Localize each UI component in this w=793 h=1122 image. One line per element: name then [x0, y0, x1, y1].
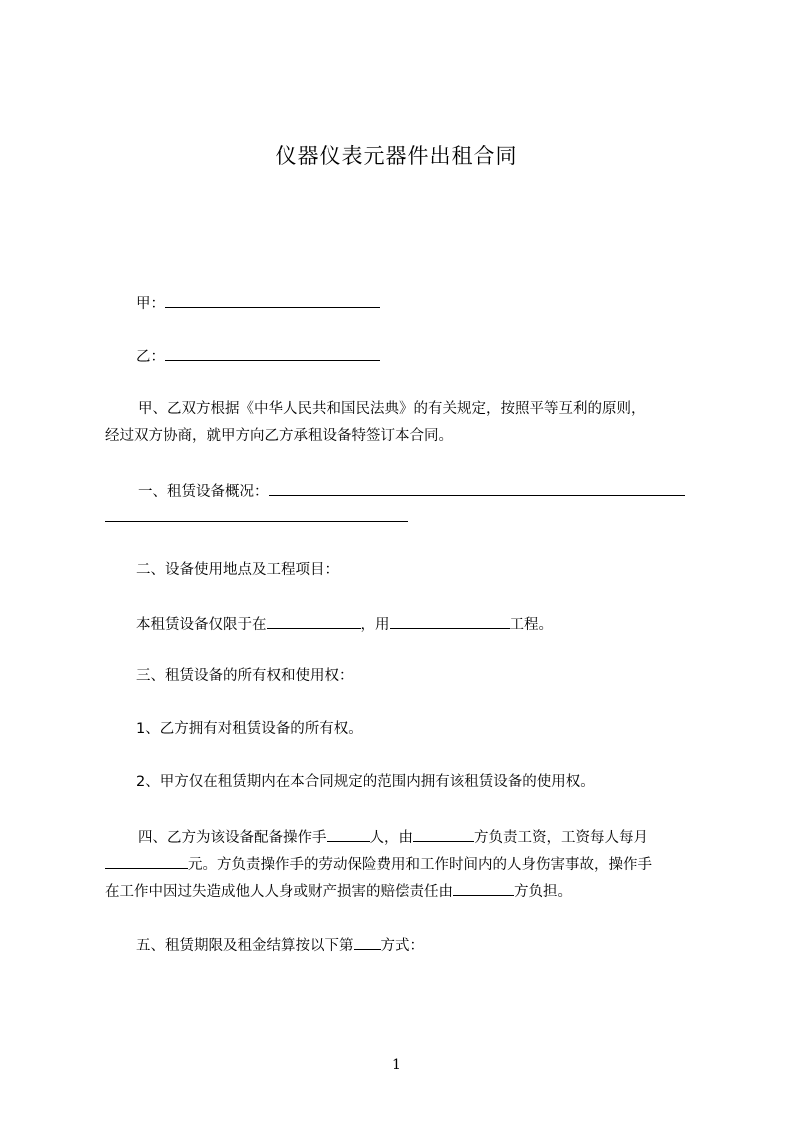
party-b-blank[interactable] — [165, 345, 380, 361]
section-4-text-b: 人，由 — [369, 830, 413, 846]
method-number-blank[interactable] — [354, 934, 381, 950]
section-5-line — [136, 934, 424, 956]
operator-count-blank[interactable] — [327, 826, 370, 842]
usage-location-blank[interactable] — [267, 613, 361, 629]
section-1-continuation — [105, 506, 408, 528]
section-4-text-e: 在工作中因过失造成他人人身或财产损害的赔偿责任由 — [105, 884, 453, 900]
contract-title: 仪器仪表元器件出租合同 — [275, 144, 518, 168]
party-b-line — [136, 345, 380, 367]
usage-text-a: 本租赁设备仅限于在 — [136, 617, 267, 633]
usage-text-c: 工程。 — [509, 617, 553, 633]
section-4-text-d: 元。方负责操作手的劳动保险费用和工作时间内的人身伤害事故，操作手 — [188, 857, 652, 873]
section-4-text-a: 四、乙方为该设备配备操作手 — [138, 830, 327, 846]
equipment-overview-blank-2[interactable] — [105, 506, 408, 522]
section-1-line — [138, 480, 685, 502]
section-4-text-f: 方负担。 — [514, 884, 572, 900]
section-5-text-b: 方式： — [380, 938, 424, 954]
wage-payer-blank[interactable] — [413, 826, 474, 842]
party-a-label: 甲： — [136, 296, 165, 312]
section-2-usage-line — [136, 613, 553, 635]
usage-text-b: ，用 — [360, 617, 390, 633]
section-4-line-2 — [105, 853, 652, 875]
intro-line-1: 甲、乙双方根据《中华人民共和国民法典》的有关规定，按照平等互利的原则， — [138, 401, 646, 417]
section-1-heading: 一、租赁设备概况： — [138, 484, 269, 500]
section-5-text-a: 五、租赁期限及租金结算按以下第 — [136, 938, 354, 954]
equipment-overview-blank[interactable] — [269, 480, 685, 496]
section-3-item-1: 1、乙方拥有对租赁设备的所有权。 — [136, 721, 363, 737]
section-3-heading: 三、租赁设备的所有权和使用权： — [136, 668, 354, 684]
section-4-line-3 — [105, 880, 572, 902]
liability-party-blank[interactable] — [453, 880, 514, 896]
monthly-wage-blank[interactable] — [105, 853, 188, 869]
party-a-line — [136, 292, 380, 314]
section-4-line-1 — [138, 826, 648, 848]
section-2-heading: 二、设备使用地点及工程项目： — [136, 562, 339, 578]
usage-project-blank[interactable] — [390, 613, 510, 629]
section-4-text-c: 方负责工资，工资每人每月 — [474, 830, 648, 846]
intro-line-2: 经过双方协商，就甲方向乙方承租设备特签订本合同。 — [105, 428, 453, 444]
party-a-blank[interactable] — [165, 292, 380, 308]
page-number: 1 — [392, 1057, 401, 1073]
section-3-item-2: 2、甲方仅在租赁期内在本合同规定的范围内拥有该租赁设备的使用权。 — [136, 774, 595, 790]
party-b-label: 乙： — [136, 349, 165, 365]
